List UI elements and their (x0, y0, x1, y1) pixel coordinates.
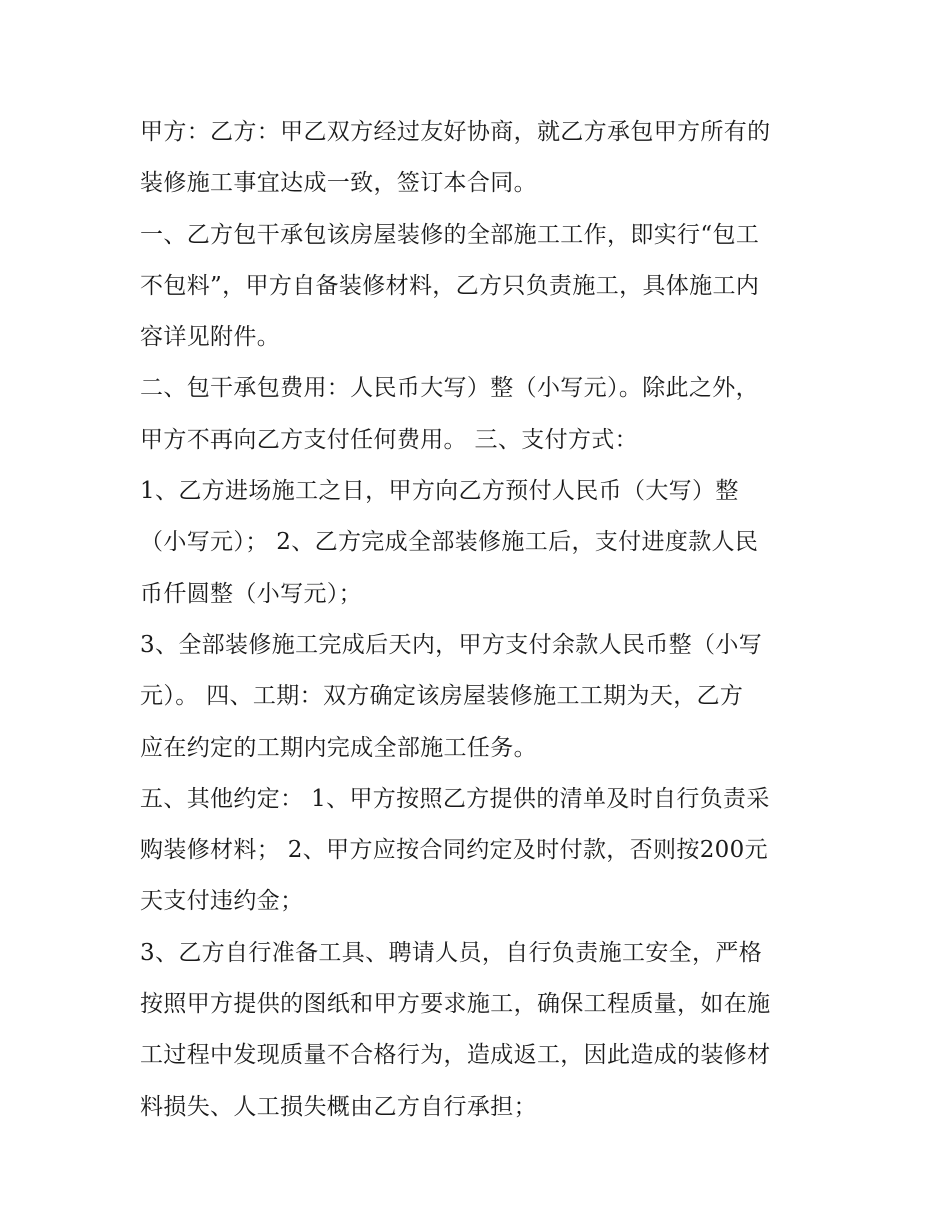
text-line: 料损失、人工损失概由乙方自行承担； (140, 1093, 537, 1120)
paragraph-payment-1 (140, 466, 830, 620)
text-line: 元）。 四、工期：双方确定该房屋装修施工工期为天，乙方 (140, 683, 744, 710)
text-line: 应在约定的工期内完成全部施工任务。 (140, 734, 537, 761)
text-line: 3、乙方自行准备工具、聘请人员，自行负责施工安全，严格 (140, 939, 763, 966)
text-line: （小写元）； 2、乙方完成全部装修施工后，支付进度款人民 (140, 529, 759, 556)
paragraph-other-terms-3 (140, 928, 830, 1133)
paragraph-clause-2 (140, 363, 830, 466)
paragraph-other-terms (140, 774, 830, 928)
text-line: 工过程中发现质量不合格行为，造成返工，因此造成的装修材 (140, 1042, 771, 1069)
text-line: 购装修材料； 2、甲方应按合同约定及时付款，否则按200元 (140, 837, 768, 864)
document-body (140, 107, 830, 1133)
text-line: 1、乙方进场施工之日，甲方向乙方预付人民币（大写）整 (140, 478, 739, 505)
text-line: 一、乙方包干承包该房屋装修的全部施工工作，即实行“包工 (140, 221, 760, 248)
paragraph-parties (140, 107, 830, 210)
text-line: 五、其他约定： 1、甲方按照乙方提供的清单及时自行负责采 (140, 785, 770, 812)
text-line: 按照甲方提供的图纸和甲方要求施工，确保工程质量，如在施 (140, 991, 771, 1018)
text-line: 甲方不再向乙方支付任何费用。 三、支付方式： (140, 426, 639, 453)
text-line: 不包料”，甲方自备装修材料，乙方只负责施工，具体施工内 (140, 272, 760, 299)
paragraph-payment-3 (140, 620, 830, 774)
text-line: 装修施工事宜达成一致，签订本合同。 (140, 170, 537, 197)
text-line: 甲方：乙方：甲乙双方经过友好协商，就乙方承包甲方所有的 (140, 119, 771, 145)
text-line: 天支付违约金； (140, 888, 304, 915)
text-line: 二、包干承包费用：人民币大写）整（小写元）。除此之外， (140, 375, 759, 402)
paragraph-clause-1 (140, 210, 830, 364)
text-line: 3、全部装修施工完成后天内，甲方支付余款人民币整（小写 (140, 631, 763, 658)
text-line: 容详见附件。 (140, 324, 281, 351)
text-line: 币仟圆整（小写元）； (140, 580, 362, 607)
